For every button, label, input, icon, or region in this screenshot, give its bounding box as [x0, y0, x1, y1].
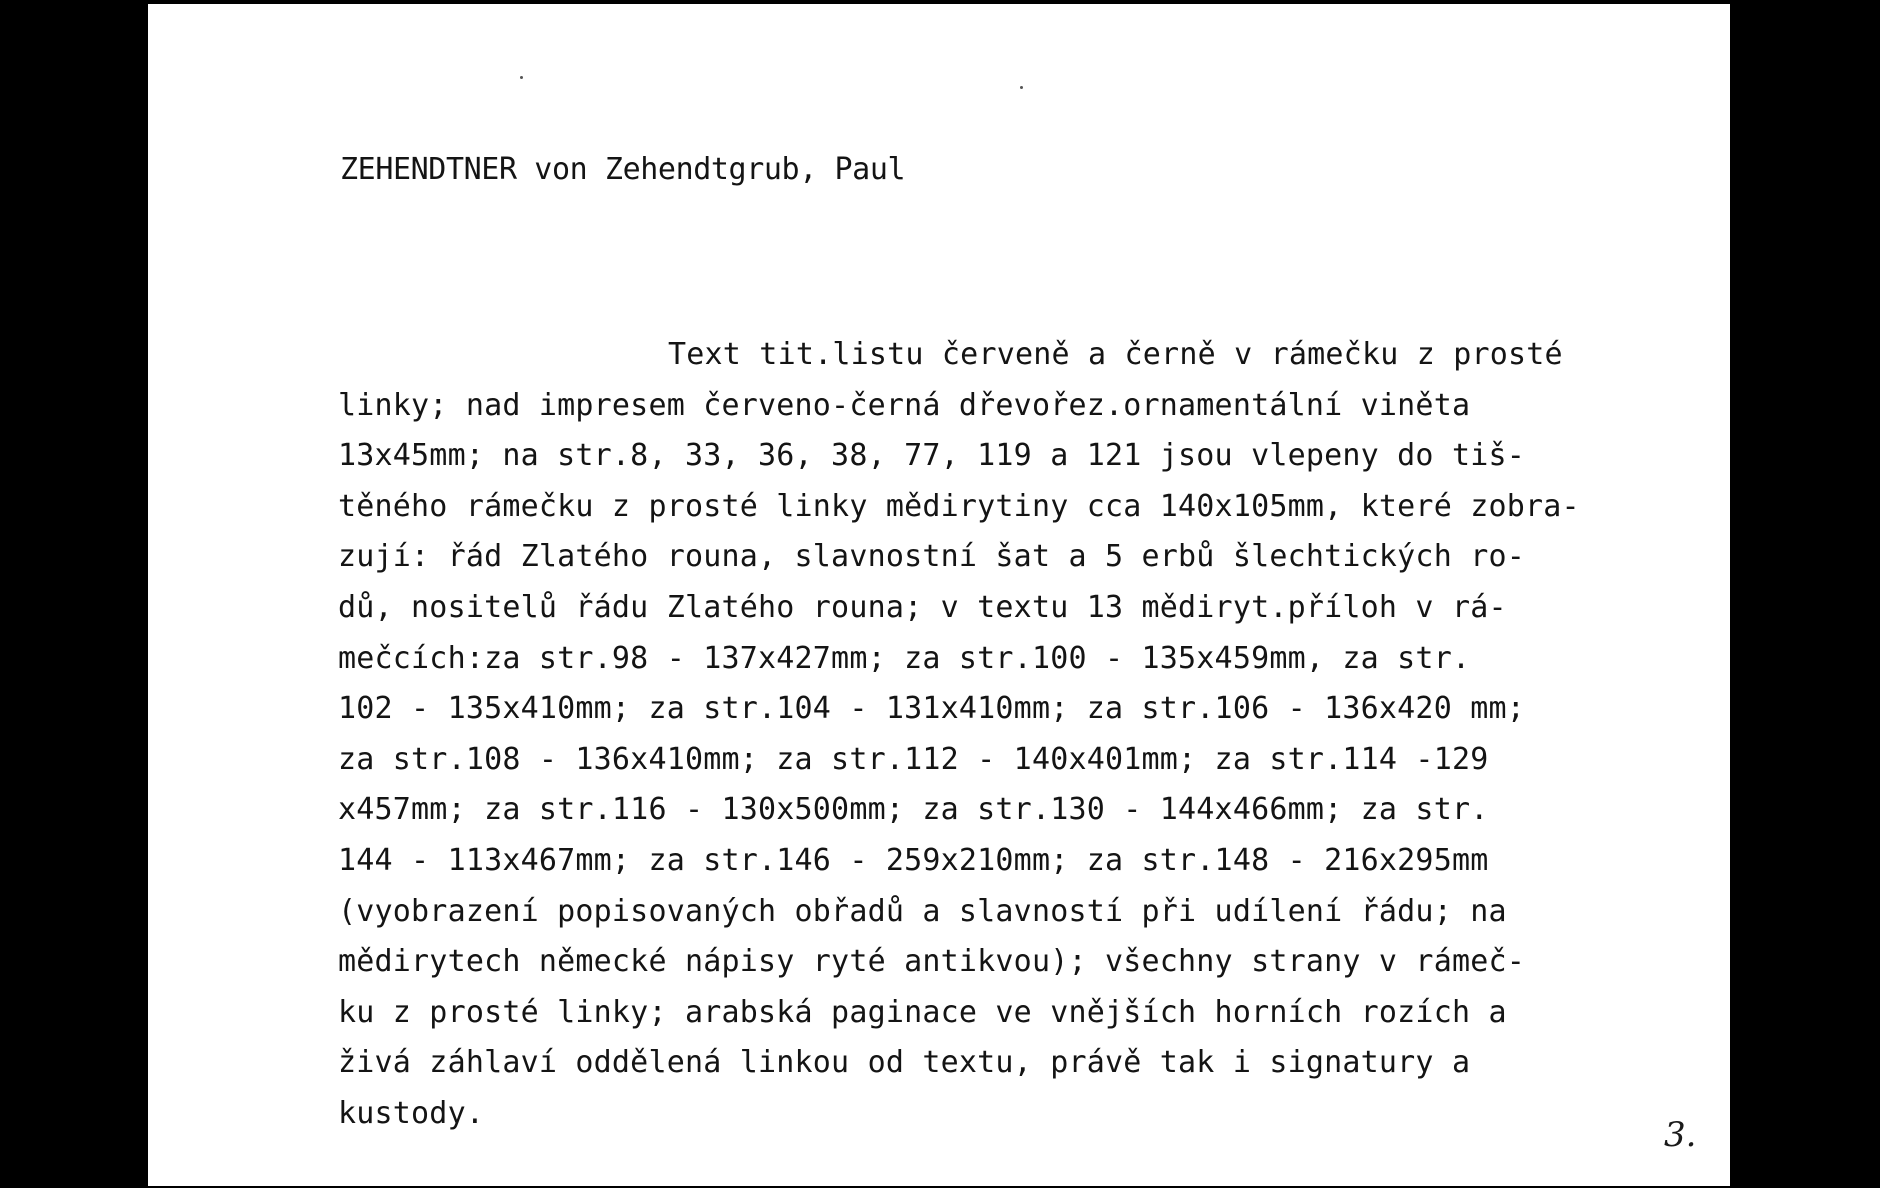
description-text: [338, 330, 1718, 1140]
text-line: zují: řád Zlatého rouna, slavnostní šat a 5 erbů šlechtických ro-: [338, 539, 1525, 575]
text-line: ku z prosté linky; arabská paginace ve vnějších horních rozích a: [338, 994, 1507, 1030]
text-line: za str.108 - 136x410mm; za str.112 - 140x401mm; za str.114 -129: [338, 741, 1489, 777]
text-line: mečcích:za str.98 - 137x427mm; za str.100 - 135x459mm, za str.: [338, 640, 1471, 676]
text-line: mědirytech německé nápisy ryté antikvou); všechny strany v rámeč-: [338, 944, 1525, 980]
text-line: kustody.: [338, 1095, 485, 1131]
text-line: 144 - 113x467mm; za str.146 - 259x210mm; za str.148 - 216x295mm: [338, 842, 1489, 878]
text-line: živá záhlaví oddělená linkou od textu, právě tak i signatury a: [338, 1045, 1471, 1081]
scan-speck: [520, 76, 523, 79]
text-line: Text tit.listu červeně a černě v rámečku z prosté: [668, 337, 1563, 372]
text-line: dů, nositelů řádu Zlatého rouna; v textu 13 mědiryt.příloh v rá-: [338, 589, 1507, 625]
text-line: 13x45mm; na str.8, 33, 36, 38, 77, 119 a 121 jsou vlepeny do tiš-: [338, 438, 1525, 474]
text-line: linky; nad impresem červeno-černá dřevořez.ornamentální viněta: [338, 387, 1471, 423]
text-line: těného rámečku z prosté linky mědirytiny cca 140x105mm, které zobra-: [338, 488, 1580, 524]
text-line: (vyobrazení popisovaných obřadů a slavností při udílení řádu; na: [338, 893, 1507, 929]
scan-speck: [1020, 86, 1023, 89]
page-number: 3.: [1664, 1115, 1697, 1155]
text-line: x457mm; za str.116 - 130x500mm; za str.130 - 144x466mm; za str.: [338, 792, 1489, 828]
text-line: 102 - 135x410mm; za str.104 - 131x410mm; za str.106 - 136x420 mm;: [338, 691, 1525, 727]
catalog-heading: ZEHENDTNER von Zehendtgrub, Paul: [340, 152, 906, 187]
